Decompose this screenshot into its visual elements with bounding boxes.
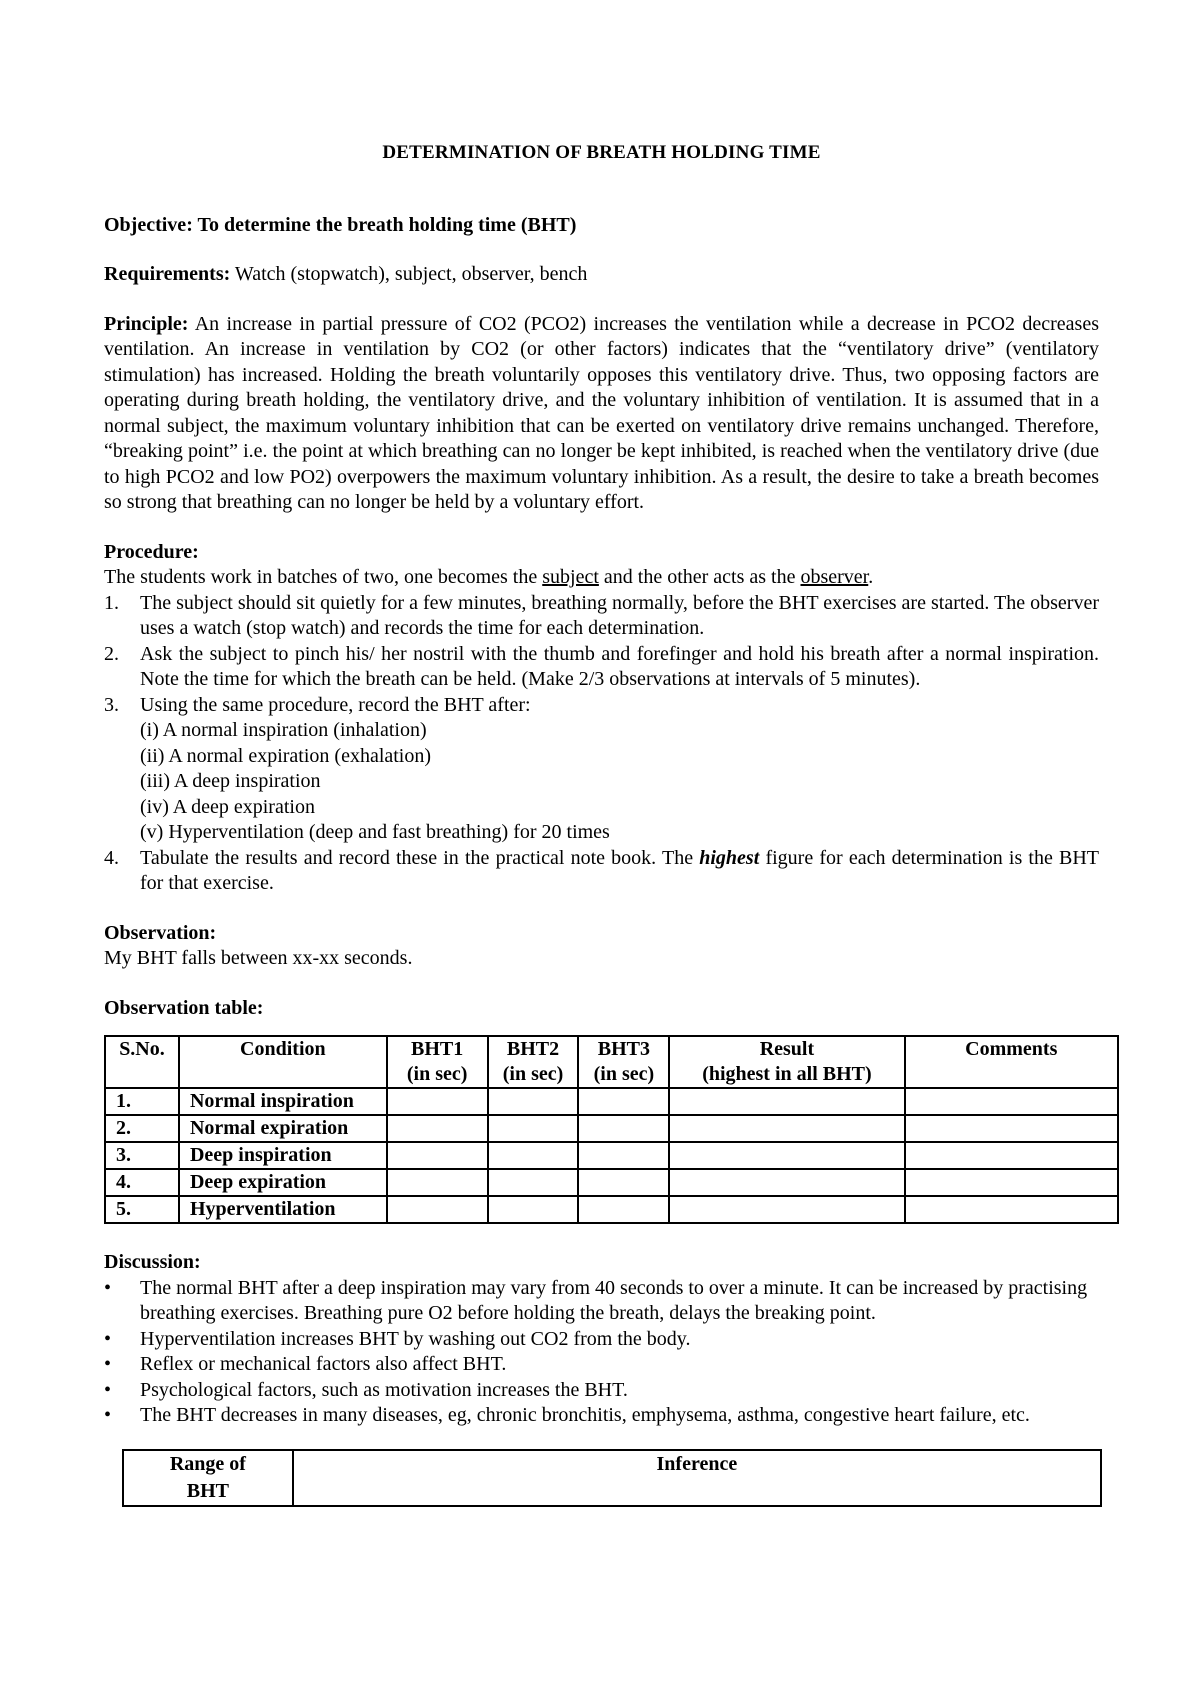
cell-condition: Hyperventilation: [179, 1196, 387, 1223]
requirements-label: Requirements:: [104, 263, 231, 285]
observation-section: [104, 921, 1099, 972]
discussion-heading: Discussion:: [104, 1251, 201, 1273]
objective: Objective: To determine the breath holding time (BHT): [104, 213, 577, 236]
bullet-icon: •: [104, 1378, 112, 1401]
cell-result: [669, 1196, 904, 1223]
document-page: [104, 140, 1099, 1507]
cell-bht2: [488, 1196, 579, 1223]
principle-text: An increase in partial pressure of CO2 (PCO2) increases the ventilation while a decrease in PCO2 decreases ventilation. An increase in ventilation by CO2 (or other factors) indicates that the “ventilatory drive” (ventilatory stimulation) has increased. Holding the breath voluntarily opposes this ventilatory drive. Thus, two opposing factors are operating during breath holding, the ventilatory drive, and the voluntary inhibition of ventilation. It is assumed that in a normal subject, the maximum voluntary inhibition that can be exerted on ventilatory drive remains unchanged. Therefore, “breaking point” i.e. the point at which breathing can no longer be kept inhibited, is reached when the ventilatory drive (due to high PCO2 and low PO2) overpowers the maximum voluntary inhibition. As a result, the desire to take a breath becomes so strong that breathing can no longer be held by a voluntary effort.: [104, 312, 1099, 513]
step-text-1: Tabulate the results and record these in the practical note book. The: [140, 846, 700, 869]
discussion-item: [104, 1403, 1099, 1429]
cell-bht1: [387, 1142, 488, 1169]
step-emphasis: highest: [699, 846, 760, 869]
cell-comments: [905, 1088, 1118, 1115]
cell-condition: Deep expiration: [179, 1169, 387, 1196]
cell-comments: [905, 1169, 1118, 1196]
cell-result: [669, 1169, 904, 1196]
discussion-text: Reflex or mechanical factors also affect BHT.: [140, 1353, 507, 1375]
procedure-intro-text-2: and the other acts as the: [598, 566, 801, 588]
sub-item: (iv) A deep expiration: [140, 795, 315, 818]
bullet-icon: •: [104, 1353, 112, 1375]
observation-table: [104, 1035, 1119, 1224]
cell-bht1: [387, 1115, 488, 1142]
principle: [104, 312, 1099, 516]
step-text: Ask the subject to pinch his/ her nostril with the thumb and forefinger and hold his breath after a normal inspiration. Note the time for which the breath can be held. (Make 2/3 observations at intervals of 5 minutes).: [140, 642, 1099, 690]
procedure-intro: [104, 565, 1099, 591]
cell-comments: [905, 1115, 1118, 1142]
discussion-list: [104, 1276, 1099, 1429]
cell-sno: 3.: [105, 1142, 179, 1169]
cell-comments: [905, 1196, 1118, 1223]
procedure-step: [104, 846, 1099, 897]
discussion-text: Psychological factors, such as motivation increases the BHT.: [140, 1378, 628, 1401]
table-header-row: [105, 1036, 1118, 1088]
procedure-intro-text-1: The students work in batches of two, one becomes the: [104, 566, 543, 588]
range-table: [122, 1449, 1102, 1507]
procedure-intro-text-3: .: [868, 566, 874, 588]
cell-condition: Normal inspiration: [179, 1088, 387, 1115]
discussion-text: The normal BHT after a deep inspiration may vary from 40 seconds to over a minute. It can be increased by practising breathing exercises. Breathing pure O2 before holding the breath, delays the breaking point.: [140, 1276, 1088, 1324]
sub-item: (i) A normal inspiration (inhalation): [140, 719, 427, 741]
procedure-heading: Procedure:: [104, 540, 199, 563]
discussion-text: The BHT decreases in many diseases, eg, chronic bronchitis, emphysema, asthma, congestive heart failure, etc.: [140, 1404, 1030, 1426]
table-row: [105, 1088, 1118, 1115]
cell-bht3: [578, 1088, 669, 1115]
bullet-icon: •: [104, 1404, 112, 1426]
bullet-icon: •: [104, 1276, 112, 1299]
principle-label: Principle:: [104, 312, 189, 335]
requirements: [104, 262, 1099, 288]
discussion-item: [104, 1276, 1099, 1327]
table-row: [105, 1169, 1118, 1196]
sub-item: (ii) A normal expiration (exhalation): [140, 744, 432, 767]
cell-bht2: [488, 1115, 579, 1142]
discussion-section: [104, 1250, 1099, 1429]
step-text: The subject should sit quietly for a few minutes, breathing normally, before the BHT exercises are started. The observer uses a watch (stop watch) and records the time for each determination.: [140, 591, 1099, 639]
procedure-steps: [104, 591, 1099, 897]
table-row: [105, 1142, 1118, 1169]
cell-bht3: [578, 1142, 669, 1169]
table-row: [105, 1196, 1118, 1223]
step-number: 1.: [104, 591, 119, 614]
cell-result: [669, 1142, 904, 1169]
cell-bht3: [578, 1169, 669, 1196]
observation-heading: Observation:: [104, 921, 217, 944]
step-sub-list: [140, 718, 1099, 846]
column-header-condition: Condition: [179, 1036, 387, 1088]
cell-result: [669, 1115, 904, 1142]
cell-bht1: [387, 1088, 488, 1115]
requirements-text: Watch (stopwatch), subject, observer, bench: [230, 263, 588, 285]
cell-sno: 2.: [105, 1115, 179, 1142]
step-number: 2.: [104, 642, 119, 665]
cell-sno: 4.: [105, 1169, 179, 1196]
column-header-comments: Comments: [905, 1036, 1118, 1088]
column-header-bht3: BHT3 (in sec): [578, 1036, 669, 1088]
observation-table-heading: Observation table:: [104, 996, 264, 1019]
observation-text: My BHT falls between xx-xx seconds.: [104, 947, 413, 969]
page-title: DETERMINATION OF BREATH HOLDING TIME: [382, 142, 821, 163]
cell-bht3: [578, 1196, 669, 1223]
cell-bht2: [488, 1169, 579, 1196]
cell-comments: [905, 1142, 1118, 1169]
procedure-step: [104, 591, 1099, 642]
column-header-bht1: BHT1 (in sec): [387, 1036, 488, 1088]
cell-bht3: [578, 1115, 669, 1142]
range-table-header-row: [123, 1450, 1101, 1506]
cell-sno: 1.: [105, 1088, 179, 1115]
step-number: 3.: [104, 693, 119, 716]
step-text: Using the same procedure, record the BHT after:: [140, 693, 531, 716]
procedure-step: [104, 642, 1099, 693]
column-header-result: Result (highest in all BHT): [669, 1036, 904, 1088]
procedure-intro-subject: subject: [542, 566, 599, 588]
cell-bht2: [488, 1142, 579, 1169]
step-text-2: figure for each determination is the BHT for that exercise.: [140, 846, 1099, 894]
procedure-section: [104, 540, 1099, 897]
column-header-range: Range of BHT: [123, 1450, 293, 1506]
procedure-intro-observer: observer: [800, 566, 869, 588]
discussion-item: [104, 1378, 1099, 1404]
cell-bht1: [387, 1196, 488, 1223]
bullet-icon: •: [104, 1327, 112, 1350]
cell-bht2: [488, 1088, 579, 1115]
column-header-bht2: BHT2 (in sec): [488, 1036, 579, 1088]
cell-bht1: [387, 1169, 488, 1196]
procedure-step: [104, 693, 1099, 846]
column-header-inference: Inference: [293, 1450, 1101, 1506]
discussion-text: Hyperventilation increases BHT by washing out CO2 from the body.: [140, 1327, 691, 1350]
cell-condition: Deep inspiration: [179, 1142, 387, 1169]
table-row: [105, 1115, 1118, 1142]
cell-result: [669, 1088, 904, 1115]
sub-item: (v) Hyperventilation (deep and fast breathing) for 20 times: [140, 821, 610, 843]
column-header-sno: S.No.: [105, 1036, 179, 1088]
cell-sno: 5.: [105, 1196, 179, 1223]
sub-item: (iii) A deep inspiration: [140, 770, 321, 792]
discussion-item: [104, 1327, 1099, 1353]
step-number: 4.: [104, 846, 119, 869]
discussion-item: [104, 1352, 1099, 1378]
cell-condition: Normal expiration: [179, 1115, 387, 1142]
